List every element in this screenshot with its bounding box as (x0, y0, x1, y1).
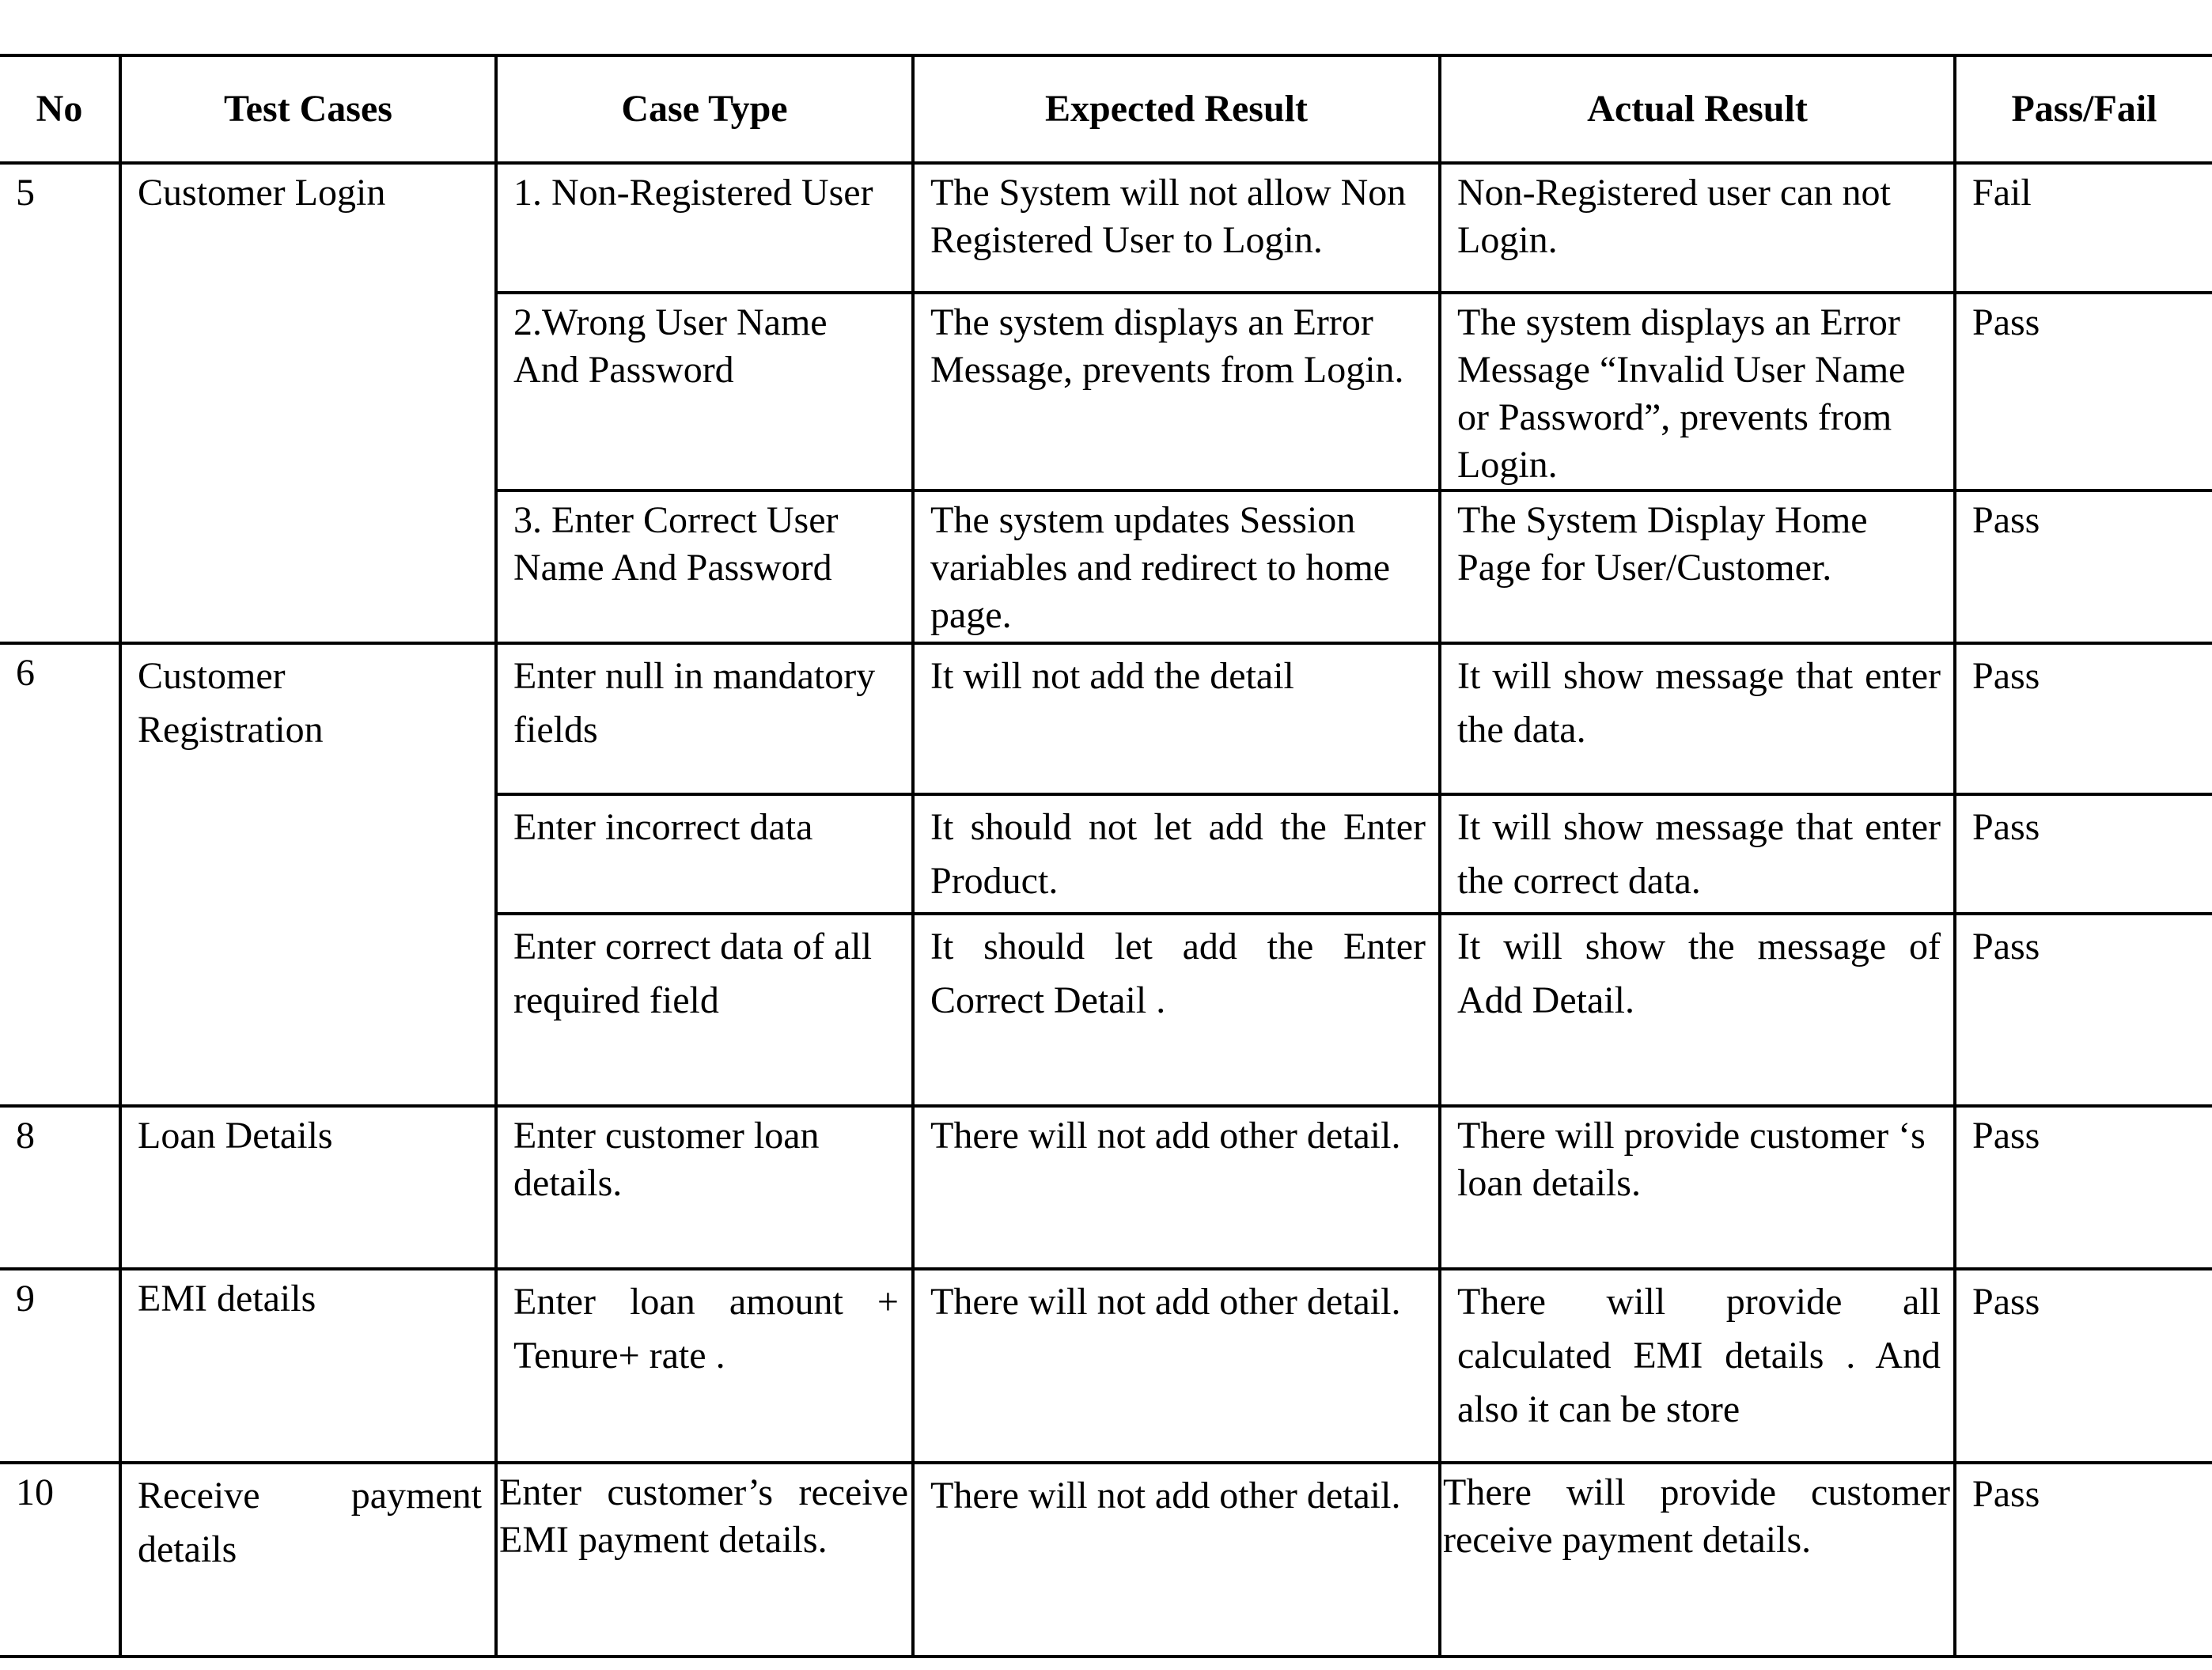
case-type: Enter customer loan details. (513, 1115, 820, 1204)
test-case-cell (120, 1269, 496, 1463)
expected-result: It should not let add the Enter Product. (930, 806, 1426, 902)
header-no: No (0, 55, 120, 163)
actual-result-cell (1440, 914, 1955, 1106)
case-type: 2.Wrong User Name And Password (513, 301, 828, 391)
table-row (0, 1106, 2212, 1269)
test-no: 8 (16, 1115, 35, 1157)
pass-fail-cell (1955, 643, 2212, 794)
expected-result: The System will not allow Non Registered User to Login. (930, 172, 1407, 261)
actual-result: There will provide all calculated EMI details . And also it can be store (1457, 1281, 1941, 1430)
actual-result-cell (1440, 1463, 1955, 1657)
header-actual-result: Actual Result (1440, 55, 1955, 163)
table-header-row (0, 55, 2212, 163)
expected-result-cell (913, 490, 1440, 643)
pass-fail-status: Pass (1972, 301, 2040, 343)
actual-result: There will provide customer ‘s loan details. (1457, 1115, 1926, 1204)
expected-result-cell (913, 914, 1440, 1106)
expected-result-cell (913, 1106, 1440, 1269)
pass-fail-status: Pass (1972, 1281, 2040, 1323)
expected-result: It should let add the Enter Correct Detail . (930, 926, 1426, 1021)
actual-result-cell (1440, 490, 1955, 643)
case-type-cell (496, 1269, 913, 1463)
test-case-name: EMI details (138, 1278, 316, 1320)
expected-result-cell (913, 643, 1440, 794)
test-no: 10 (16, 1471, 54, 1513)
test-case-cell (120, 1463, 496, 1657)
actual-result: It will show the message of Add Detail. (1457, 926, 1941, 1021)
expected-result: The system updates Session variables and redirect to home page. (930, 499, 1391, 636)
pass-fail-cell (1955, 1106, 2212, 1269)
header-case-type: Case Type (496, 55, 913, 163)
expected-result-cell (913, 794, 1440, 914)
case-type-cell (496, 1106, 913, 1269)
test-case-name: Receive payment details (138, 1475, 482, 1570)
actual-result: Non-Registered user can not Login. (1457, 172, 1891, 261)
case-type-cell (496, 643, 913, 794)
pass-fail-cell (1955, 163, 2212, 293)
table-row (0, 643, 2212, 794)
test-no-cell (0, 643, 120, 1106)
pass-fail-status: Pass (1972, 1115, 2040, 1157)
test-no-cell (0, 1463, 120, 1657)
case-type: 3. Enter Correct User Name And Password (513, 499, 839, 589)
pass-fail-cell (1955, 1269, 2212, 1463)
expected-result: It will not add the detail (930, 655, 1294, 697)
test-case-cell (120, 643, 496, 1106)
pass-fail-cell (1955, 1463, 2212, 1657)
actual-result-cell (1440, 1269, 1955, 1463)
test-case-name: Customer Login (138, 172, 386, 214)
expected-result: There will not add other detail. (930, 1115, 1401, 1157)
case-type: Enter correct data of all required field (513, 926, 873, 1021)
actual-result: The System Display Home Page for User/Customer. (1457, 499, 1868, 589)
header-expected-result: Expected Result (913, 55, 1440, 163)
expected-result: The system displays an Error Message, prevents from Login. (930, 301, 1404, 391)
actual-result: There will provide customer receive payment details. (1443, 1471, 1950, 1561)
pass-fail-status: Pass (1972, 926, 2040, 968)
expected-result: There will not add other detail. (930, 1475, 1401, 1517)
case-type: Enter incorrect data (513, 806, 813, 848)
case-type-cell (496, 490, 913, 643)
test-no-cell (0, 1269, 120, 1463)
actual-result-cell (1440, 293, 1955, 490)
table-row (0, 1269, 2212, 1463)
header-pass-fail: Pass/Fail (1955, 55, 2212, 163)
case-type-cell (496, 163, 913, 293)
test-no: 6 (16, 652, 35, 694)
case-type: 1. Non-Registered User (513, 172, 873, 214)
actual-result: It will show message that enter the data. (1457, 655, 1941, 751)
expected-result-cell (913, 1269, 1440, 1463)
test-no: 5 (16, 172, 35, 214)
test-no-cell (0, 163, 120, 643)
expected-result: There will not add other detail. (930, 1281, 1401, 1323)
expected-result-cell (913, 1463, 1440, 1657)
pass-fail-cell (1955, 293, 2212, 490)
test-cases-table (0, 54, 2212, 1658)
actual-result-cell (1440, 163, 1955, 293)
header-test-cases: Test Cases (120, 55, 496, 163)
pass-fail-status: Pass (1972, 499, 2040, 541)
pass-fail-status: Pass (1972, 806, 2040, 848)
table-row (0, 163, 2212, 293)
actual-result-cell (1440, 794, 1955, 914)
test-case-cell (120, 1106, 496, 1269)
expected-result-cell (913, 293, 1440, 490)
test-no: 9 (16, 1278, 35, 1320)
expected-result-cell (913, 163, 1440, 293)
actual-result: The system displays an Error Message “Invalid User Name or Password”, prevents from Login. (1457, 301, 1906, 486)
actual-result-cell (1440, 1106, 1955, 1269)
actual-result-cell (1440, 643, 1955, 794)
case-type-cell (496, 1463, 913, 1657)
pass-fail-cell (1955, 490, 2212, 643)
pass-fail-status: Fail (1972, 172, 2032, 214)
pass-fail-status: Pass (1972, 1473, 2040, 1515)
pass-fail-status: Pass (1972, 655, 2040, 697)
case-type-cell (496, 293, 913, 490)
case-type-cell (496, 914, 913, 1106)
pass-fail-cell (1955, 914, 2212, 1106)
case-type: Enter loan amount + Tenure+ rate . (513, 1281, 899, 1377)
test-case-cell (120, 163, 496, 643)
case-type-cell (496, 794, 913, 914)
case-type: Enter customer’s receive EMI payment details. (499, 1471, 908, 1561)
test-no-cell (0, 1106, 120, 1269)
pass-fail-cell (1955, 794, 2212, 914)
actual-result: It will show message that enter the correct data. (1457, 806, 1941, 902)
case-type: Enter null in mandatory fields (513, 655, 876, 751)
table-row (0, 1463, 2212, 1657)
test-case-name: Customer Registration (138, 655, 324, 751)
test-case-name: Loan Details (138, 1115, 333, 1157)
